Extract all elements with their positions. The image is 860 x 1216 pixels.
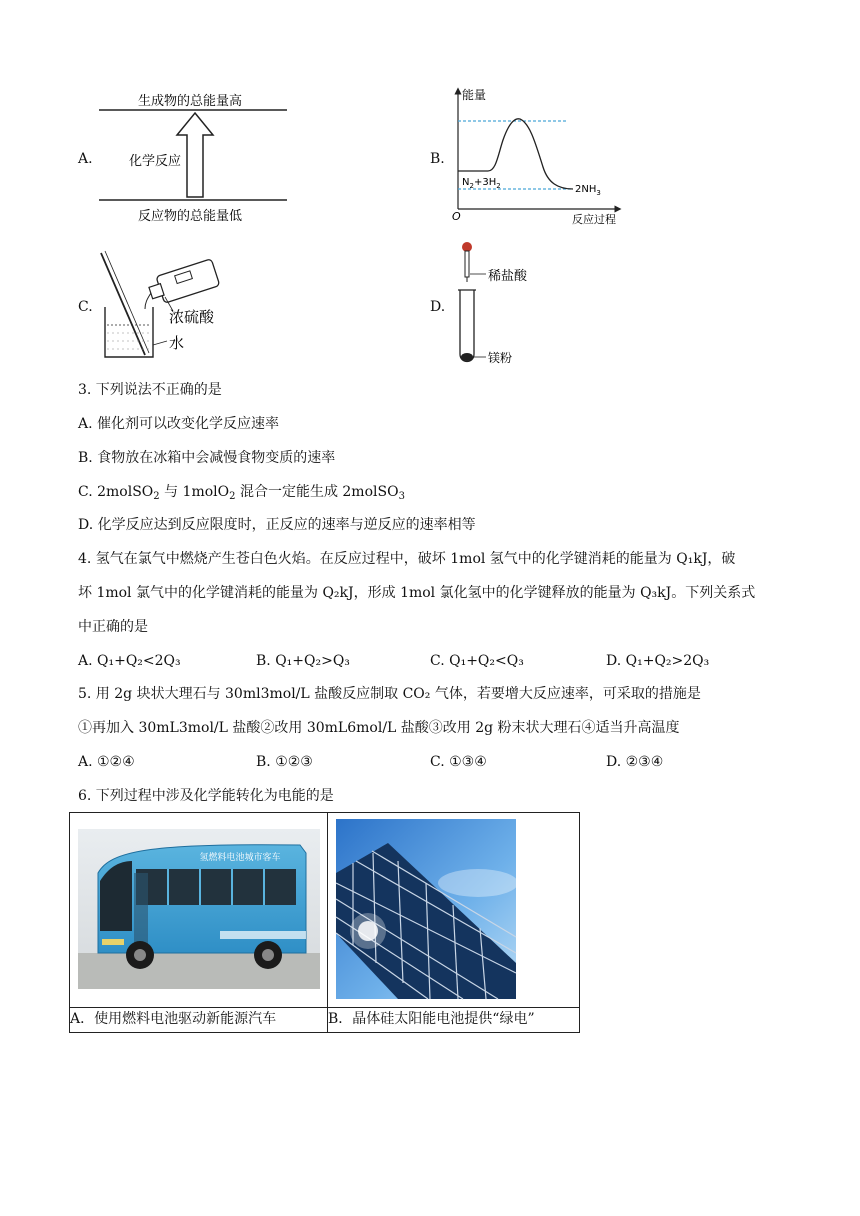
q3-option-b: B. 食物放在冰箱中会减慢食物变质的速率 <box>78 450 336 466</box>
q3-stem: 3. 下列说法不正确的是 <box>78 382 222 398</box>
q6-cell-a-image <box>70 813 328 1008</box>
q6-stem: 6. 下列过程中涉及化学能转化为电能的是 <box>78 788 334 804</box>
q4-option-c: C. Q₁+Q₂<Q₃ <box>430 653 524 669</box>
q4-stem-line1: 4. 氢气在氯气中燃烧产生苍白色火焰。在反应过程中，破坏 1mol 氢气中的化学键消耗的能量为 Q₁kJ，破 <box>78 551 736 567</box>
q6-image-table <box>69 812 580 1033</box>
y-axis-label: 能量 <box>462 88 487 102</box>
q4-stem-line3: 中正确的是 <box>78 619 148 635</box>
fuel-cell-bus-image <box>70 813 327 1003</box>
products-label: $2NH_3$ <box>575 184 601 197</box>
q3-option-a: A. 催化剂可以改变化学反应速率 <box>78 416 280 432</box>
q6-caption-a: A．使用燃料电池驱动新能源汽车 <box>70 1008 328 1033</box>
origin-label: O <box>452 210 461 223</box>
x-axis-label: 反应过程 <box>572 213 616 226</box>
q5-option-b: B. ①②③ <box>256 754 313 770</box>
q5-option-c: C. ①③④ <box>430 754 487 770</box>
q5-stem: 5. 用 2g 块状大理石与 30ml3mol/L 盐酸反应制取 CO₂ 气体，若要增大反应速率，可采取的措施是 <box>78 686 701 702</box>
glass-rod <box>101 253 145 355</box>
q5-option-a: A. ①②④ <box>78 754 135 770</box>
reagent-bottle <box>146 259 219 307</box>
solar-panel-image <box>328 813 579 1003</box>
q3-option-c: C. 2molSO$_2$ 与 1molO$_2$ 混合一定能生成 2molSO$_3$ <box>78 484 405 502</box>
option-b-label: B. <box>430 151 445 167</box>
glass-rod-edge <box>105 251 149 353</box>
acid-dilution-diagram <box>95 245 255 370</box>
magnesium-powder <box>461 353 473 361</box>
reactants-energy-text: 反应物的总能量低 <box>137 209 243 224</box>
q4-option-d: D. Q₁+Q₂>2Q₃ <box>606 653 710 669</box>
dropper-tube <box>465 251 469 277</box>
magnesium-powder-label: 镁粉 <box>488 351 513 365</box>
water-label: 水 <box>169 334 185 352</box>
concentrated-sulfuric-acid-label: 浓硫酸 <box>169 308 215 326</box>
option-c-label: C. <box>78 299 93 315</box>
energy-arrow-diagram <box>95 85 295 230</box>
q6-caption-b: B．晶体硅太阳能电池提供“绿电” <box>328 1008 580 1033</box>
up-arrow <box>177 113 213 197</box>
q5-measures: ①再加入 30mL3mol/L 盐酸②改用 30mL6mol/L 盐酸③改用 2g 粉末状大理石④适当升高温度 <box>78 720 680 736</box>
q4-option-a: A. Q₁+Q₂<2Q₃ <box>78 653 181 669</box>
test-tube <box>460 290 474 362</box>
q4-stem-line2: 坏 1mol 氯气中的化学键消耗的能量为 Q₂kJ，形成 1mol 氯化氢中的化学键释放的能量为 Q₃kJ。下列关系式 <box>78 585 756 601</box>
magnesium-hcl-diagram <box>450 238 560 370</box>
chemical-reaction-text: 化学反应 <box>128 154 182 169</box>
products-energy-text: 生成物的总能量高 <box>137 94 243 109</box>
energy-profile-graph <box>448 85 628 230</box>
beaker <box>105 307 153 357</box>
q4-option-b: B. Q₁+Q₂>Q₃ <box>256 653 350 669</box>
option-a-label: A. <box>78 151 93 167</box>
reactants-label: $N_2+3H_2$ <box>462 177 501 190</box>
option-d-label: D. <box>430 299 446 315</box>
q5-option-d: D. ②③④ <box>606 754 664 770</box>
acid-stream <box>145 293 151 309</box>
bus-sign: 氢燃料电池城市客车 <box>199 853 281 863</box>
q3-option-d: D. 化学反应达到反应限度时，正反应的速率与逆反应的速率相等 <box>78 517 476 533</box>
q6-cell-b-image <box>328 813 580 1008</box>
dilute-hcl-label: 稀盐酸 <box>488 269 528 284</box>
